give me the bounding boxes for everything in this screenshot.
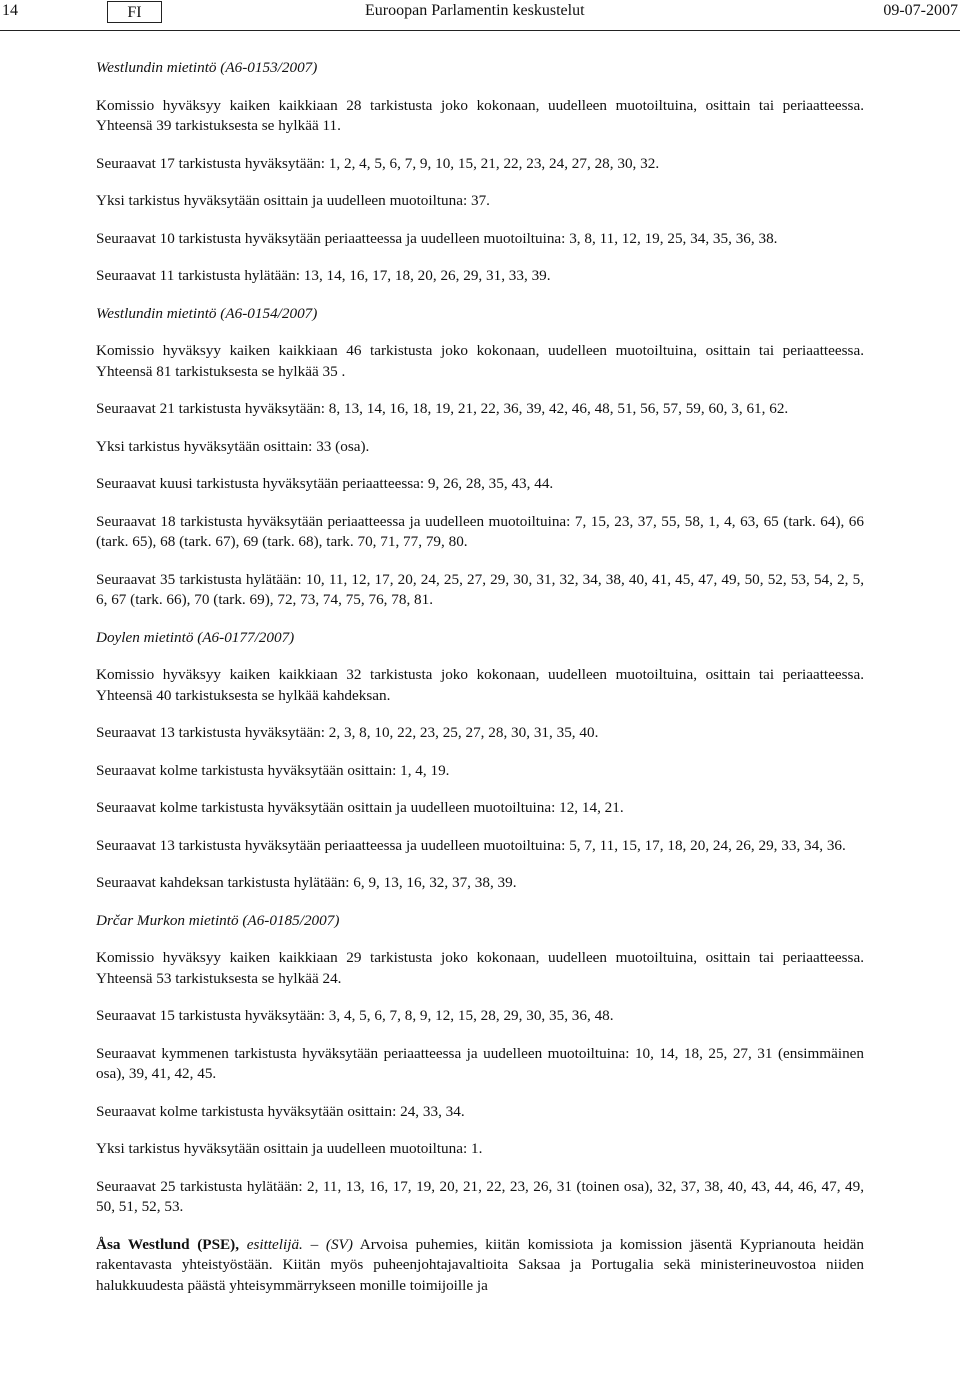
document-date: 09-07-2007 [883,2,958,19]
document-body [96,58,864,1313]
paragraph: Seuraavat 15 tarkistusta hyväksytään: 3, 4, 5, 6, 7, 8, 9, 12, 15, 28, 29, 30, 35, 36, 48. [96,1007,614,1024]
paragraph: Yksi tarkistus hyväksytään osittain ja uudelleen muotoiltuna: 1. [96,1140,483,1157]
report-heading: Drčar Murkon mietintö (A6-0185/2007) [96,911,340,929]
paragraph: Seuraavat 13 tarkistusta hyväksytään: 2, 3, 8, 10, 22, 23, 25, 27, 28, 30, 31, 35, 40. [96,724,599,741]
report-heading: Doylen mietintö (A6-0177/2007) [96,628,295,646]
paragraph: Yksi tarkistus hyväksytään osittain: 33 (osa). [96,437,370,455]
paragraph: Yksi tarkistus hyväksytään osittain ja uudelleen muotoiltuna: 37. [96,192,490,209]
paragraph: Seuraavat 10 tarkistusta hyväksytään periaatteessa ja uudelleen muotoiltuina: 3, 8, 11, 12, 19, 25, 34, 35, 36, 38. [96,229,778,247]
paragraph: Komissio hyväksyy kaiken kaikkiaan 32 tarkistusta joko kokonaan, uudelleen muotoiltuina, osittain tai periaatteessa. Yhteensä 40 tarkistuksesta se hylkää kahdeksan. [96,666,864,704]
paragraph: Seuraavat kahdeksan tarkistusta hylätään: 6, 9, 13, 16, 32, 37, 38, 39. [96,874,517,891]
paragraph: Seuraavat 17 tarkistusta hyväksytään: 1, 2, 4, 5, 6, 7, 9, 10, 15, 21, 22, 23, 24, 27, 28, 30, 32. [96,154,660,172]
page-header [0,0,960,40]
language-code-box: FI [107,1,162,23]
paragraph: Seuraavat 25 tarkistusta hylätään: 2, 11, 13, 16, 17, 19, 20, 21, 22, 23, 26, 31 (toinen osa), 32, 37, 38, 40, 43, 44, 46, 47, 49, 50, 51, 52, 53. [96,1177,864,1215]
paragraph: Seuraavat 11 tarkistusta hylätään: 13, 14, 16, 17, 18, 20, 26, 29, 31, 33, 39. [96,267,551,284]
paragraph: Seuraavat kymmenen tarkistusta hyväksytään periaatteessa ja uudelleen muotoiltuina: 10, 14, 18, 25, 27, 31 (ensimmäinen osa), 39, 41, 42, 45. [96,1044,864,1082]
speech-dash: – [310,1235,319,1253]
paragraph: Seuraavat kolme tarkistusta hyväksytään osittain: 24, 33, 34. [96,1102,465,1120]
speech-language: (SV) [325,1235,353,1253]
paragraph: Seuraavat 35 tarkistusta hylätään: 10, 11, 12, 17, 20, 24, 25, 27, 29, 30, 31, 32, 34, 38, 40, 41, 45, 47, 49, 50, 52, 53, 54, 2, 5, 6, 67 (tark. 66), 70 (tark. 69), 72, 73, 74, 75, 76, 78, 81. [96,570,864,608]
paragraph: Seuraavat 21 tarkistusta hyväksytään: 8, 13, 14, 16, 18, 19, 21, 22, 36, 39, 42, 46, 48, 51, 56, 57, 59, 60, 3, 61, 62. [96,400,789,417]
publication-title: Euroopan Parlamentin keskustelut [365,2,585,19]
speech-text: Arvoisa puhemies, kiitän komissiota ja komission jäsentä Kyprianouta heidän rakentavasta yhteistyöstään. Kiitän myös puheenjohtajavaltioita Saksaa ja Portugalia sekä ministerineuvostoa niiden halukkuudesta päästä yhteisymmärrykseen monille toimijoille ja [96,1235,864,1294]
report-heading: Westlundin mietintö (A6-0153/2007) [96,59,318,76]
report-heading: Westlundin mietintö (A6-0154/2007) [96,304,318,322]
speech-paragraph [96,1235,864,1297]
speaker-role: esittelijä. [246,1235,303,1253]
paragraph: Seuraavat kuusi tarkistusta hyväksytään periaatteessa: 9, 26, 28, 35, 43, 44. [96,475,554,492]
paragraph: Seuraavat 13 tarkistusta hyväksytään periaatteessa ja uudelleen muotoiltuina: 5, 7, 11, 15, 17, 18, 20, 24, 26, 29, 33, 34, 36. [96,836,846,854]
header-divider [0,30,960,31]
paragraph: Seuraavat kolme tarkistusta hyväksytään osittain: 1, 4, 19. [96,761,450,779]
page-number: 14 [2,2,18,19]
paragraph: Komissio hyväksyy kaiken kaikkiaan 46 tarkistusta joko kokonaan, uudelleen muotoiltuina, osittain tai periaatteessa. Yhteensä 81 tarkistuksesta se hylkää 35 . [96,342,864,380]
paragraph: Seuraavat kolme tarkistusta hyväksytään osittain ja uudelleen muotoiltuina: 12, 14, 21. [96,799,624,816]
paragraph: Komissio hyväksyy kaiken kaikkiaan 28 tarkistusta joko kokonaan, uudelleen muotoiltuina, osittain tai periaatteessa. Yhteensä 39 tarkistuksesta se hylkää 11. [96,96,864,134]
speaker-name: Åsa Westlund (PSE), [96,1235,240,1253]
paragraph: Seuraavat 18 tarkistusta hyväksytään periaatteessa ja uudelleen muotoiltuina: 7, 15, 23, 37, 55, 58, 1, 4, 63, 65 (tark. 64), 66 (tark. 65), 68 (tark. 67), 69 (tark. 68), tark. 70, 71, 77, 79, 80. [96,512,864,550]
paragraph: Komissio hyväksyy kaiken kaikkiaan 29 tarkistusta joko kokonaan, uudelleen muotoiltuina, osittain tai periaatteessa. Yhteensä 53 tarkistuksesta se hylkää 24. [96,949,864,987]
